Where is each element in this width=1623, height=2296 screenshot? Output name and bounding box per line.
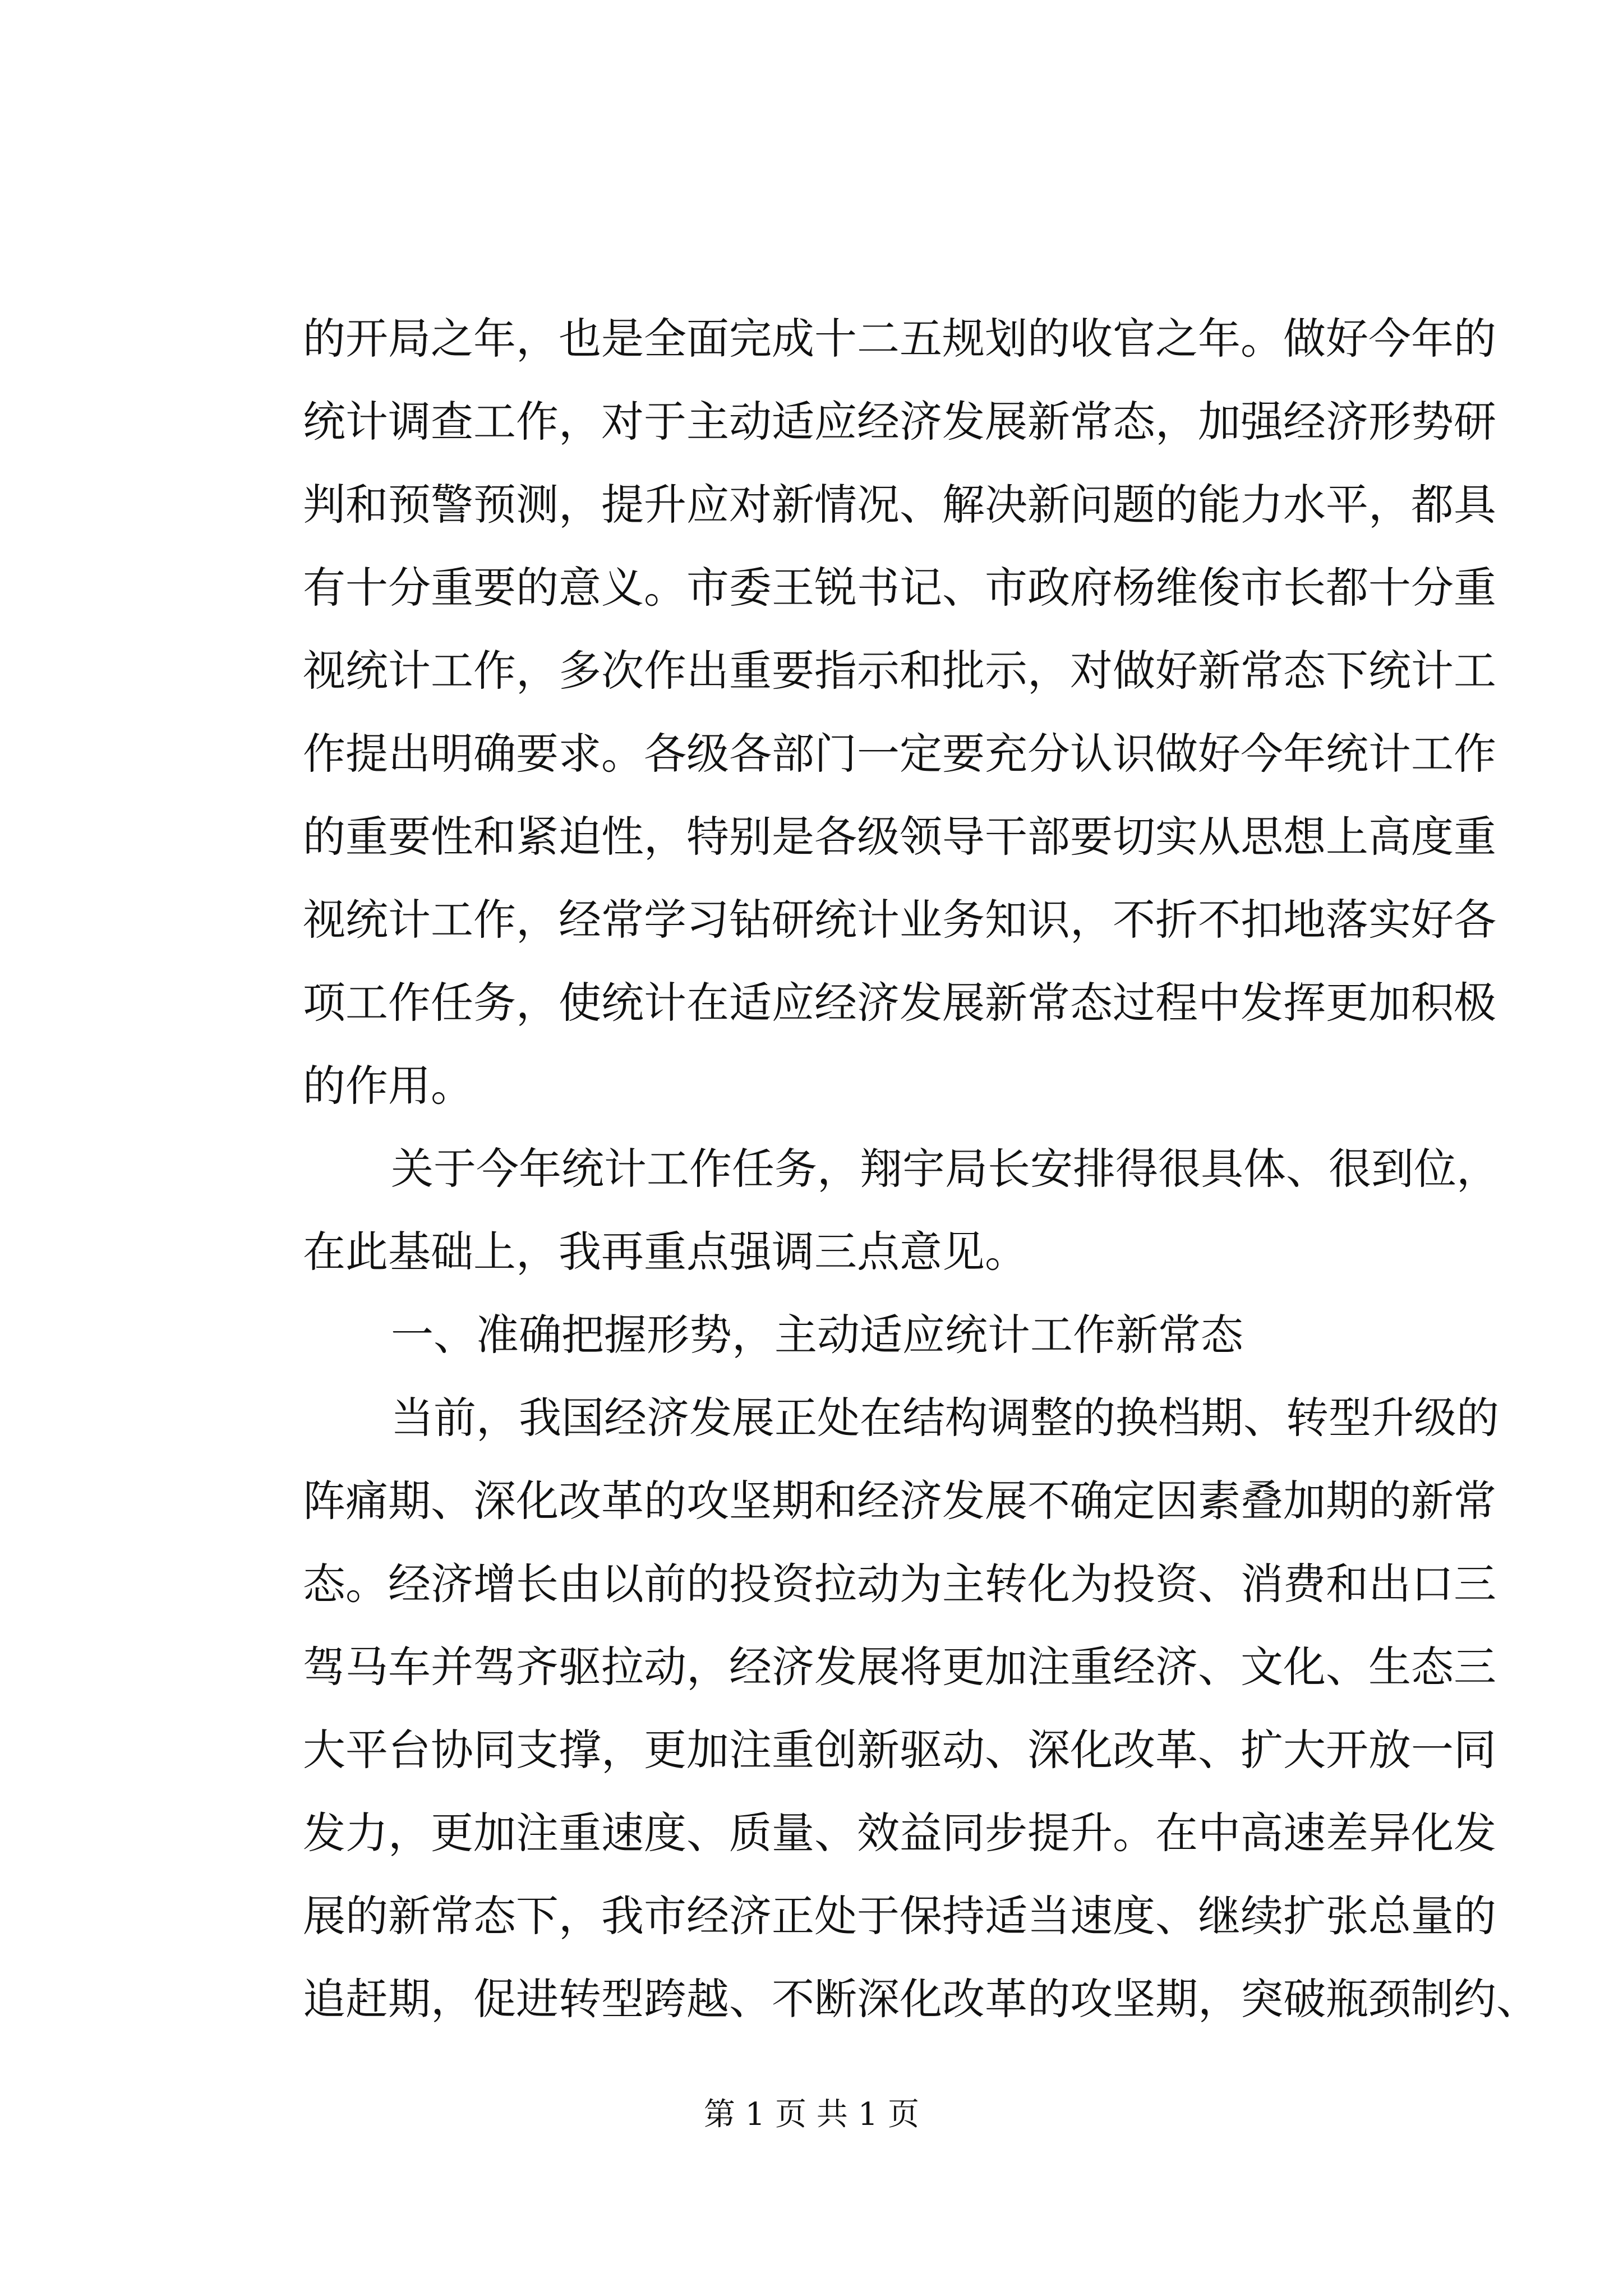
paragraph-line: 的开局之年，也是全面完成十二五规划的收官之年。做好今年的	[303, 314, 1496, 364]
page-footer: 第 1 页 共 1 页	[703, 2096, 920, 2133]
paragraph-line: 的重要性和紧迫性，特别是各级领导干部要切实从思想上高度重	[303, 812, 1496, 862]
paragraph-line: 判和预警预测，提升应对新情况、解决新问题的能力水平，都具	[303, 480, 1496, 530]
paragraph-line: 驾马车并驾齐驱拉动，经济发展将更加注重经济、文化、生态三	[303, 1642, 1496, 1692]
paragraph-line: 统计调查工作，对于主动适应经济发展新常态，加强经济形势研	[303, 397, 1496, 447]
document-body	[303, 297, 1539, 2041]
paragraph-line: 作提出明确要求。各级各部门一定要充分认识做好今年统计工作	[303, 729, 1496, 779]
paragraph-line: 关于今年统计工作任务，翔宇局长安排得很具体、很到位，	[391, 1144, 1499, 1194]
paragraph-line: 的作用。	[303, 1061, 473, 1111]
paragraph-line: 项工作任务，使统计在适应经济发展新常态过程中发挥更加积极	[303, 978, 1496, 1028]
paragraph-line: 视统计工作，经常学习钻研统计业务知识，不折不扣地落实好各	[303, 895, 1496, 945]
paragraph-line: 视统计工作，多次作出重要指示和批示，对做好新常态下统计工	[303, 646, 1496, 696]
paragraph-line: 大平台协同支撑，更加注重创新驱动、深化改革、扩大开放一同	[303, 1725, 1496, 1775]
paragraph-line: 发力，更加注重速度、质量、效益同步提升。在中高速差异化发	[303, 1808, 1496, 1858]
paragraph-line: 态。经济增长由以前的投资拉动为主转化为投资、消费和出口三	[303, 1559, 1496, 1609]
section-heading: 一、准确把握形势，主动适应统计工作新常态	[391, 1310, 1243, 1360]
paragraph-line: 当前，我国经济发展正处在结构调整的换档期、转型升级的	[391, 1393, 1499, 1443]
paragraph-line: 展的新常态下，我市经济正处于保持适当速度、继续扩张总量的	[303, 1891, 1496, 1941]
paragraph-line: 在此基础上，我再重点强调三点意见。	[303, 1227, 1027, 1277]
paragraph-line: 追赶期，促进转型跨越、不断深化改革的攻坚期，突破瓶颈制约、	[303, 1974, 1539, 2024]
paragraph-line: 阵痛期、深化改革的攻坚期和经济发展不确定因素叠加期的新常	[303, 1476, 1496, 1526]
paragraph-line: 有十分重要的意义。市委王锐书记、市政府杨维俊市长都十分重	[303, 563, 1496, 613]
